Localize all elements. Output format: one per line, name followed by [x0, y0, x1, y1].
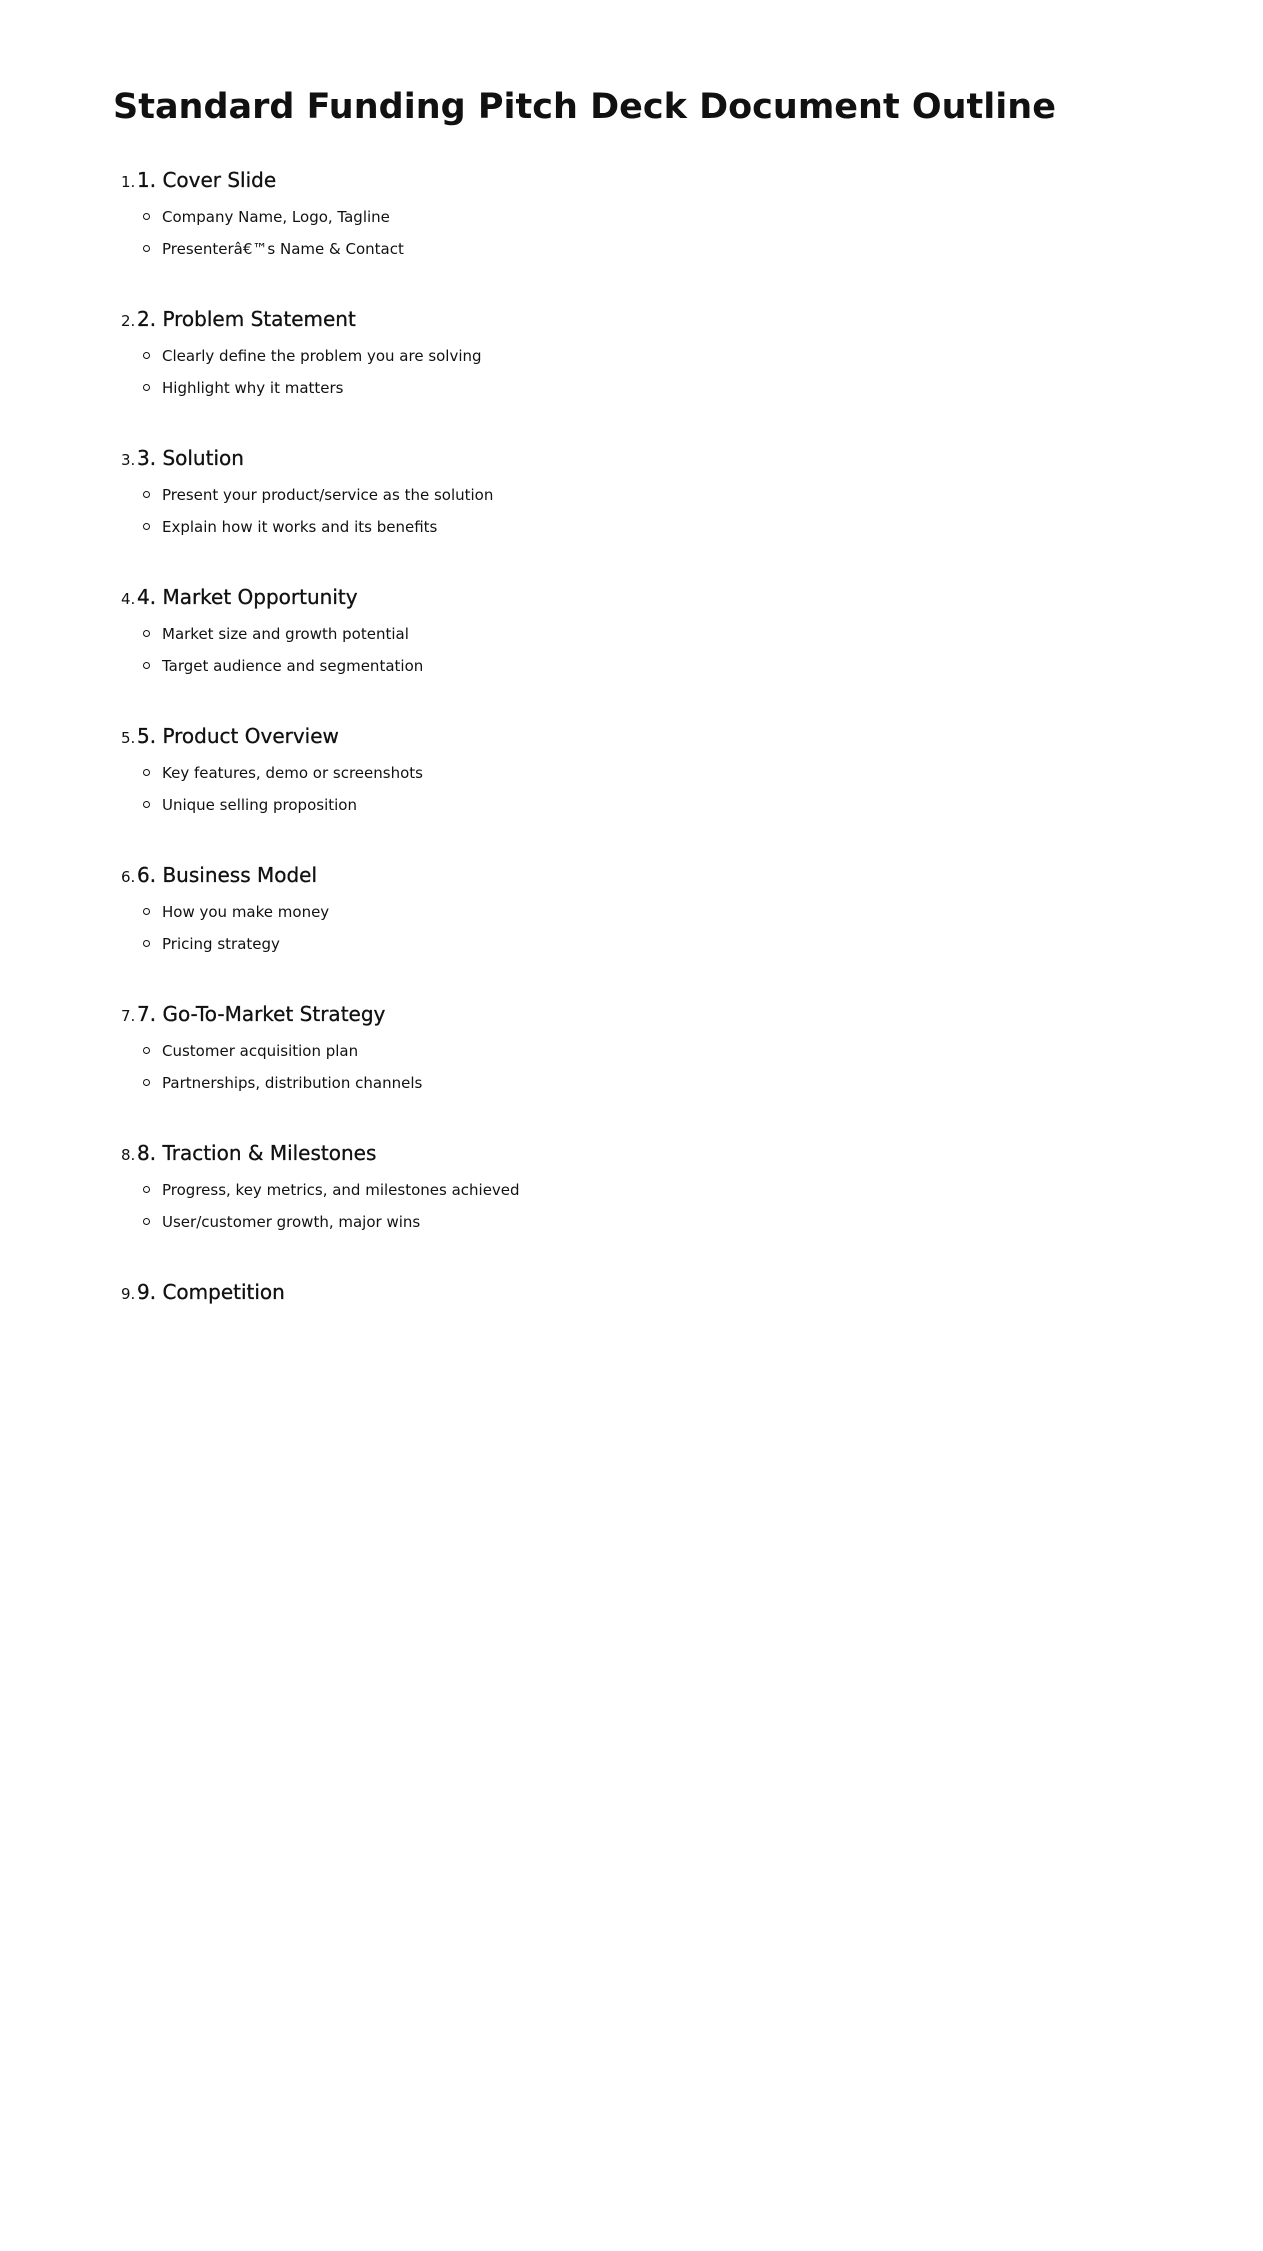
- list-number: 7.: [121, 1007, 136, 1025]
- section-heading: 1. Cover Slide: [137, 168, 277, 192]
- list-number: 5.: [121, 729, 136, 747]
- list-item: [113, 795, 1213, 827]
- bullet-list: [113, 346, 1213, 410]
- list-item-text: Key features, demo or screenshots: [162, 764, 423, 782]
- circle-bullet-icon: [143, 1186, 150, 1193]
- list-item: [113, 1180, 1213, 1212]
- section-heading: 6. Business Model: [137, 863, 318, 887]
- bullet-list: [113, 1180, 1213, 1244]
- list-item: [113, 902, 1213, 934]
- section-heading: 3. Solution: [137, 446, 244, 470]
- circle-bullet-icon: [143, 523, 150, 530]
- list-item: [113, 656, 1213, 688]
- list-item: [113, 1212, 1213, 1244]
- list-item-text: Clearly define the problem you are solving: [162, 347, 482, 365]
- section-heading: 8. Traction & Milestones: [137, 1141, 377, 1165]
- circle-bullet-icon: [143, 630, 150, 637]
- circle-bullet-icon: [143, 384, 150, 391]
- list-item: [113, 1073, 1213, 1105]
- section-heading: 9. Competition: [137, 1280, 285, 1304]
- circle-bullet-icon: [143, 1079, 150, 1086]
- section-heading: 4. Market Opportunity: [137, 585, 358, 609]
- list-number: 2.: [121, 312, 136, 330]
- list-number: 9.: [121, 1285, 136, 1303]
- outline-section: [113, 1001, 1213, 1140]
- list-item-text: Progress, key metrics, and milestones achieved: [162, 1181, 520, 1199]
- list-item-text: Partnerships, distribution channels: [162, 1074, 423, 1092]
- circle-bullet-icon: [143, 801, 150, 808]
- list-item: [113, 239, 1213, 271]
- list-item-text: Presenterâ€™s Name & Contact: [162, 240, 404, 258]
- list-item: [113, 624, 1213, 656]
- list-item: [113, 763, 1213, 795]
- circle-bullet-icon: [143, 352, 150, 359]
- list-item: [113, 207, 1213, 239]
- outline-section: [113, 306, 1213, 445]
- list-item: [113, 517, 1213, 549]
- section-heading: 7. Go-To-Market Strategy: [137, 1002, 386, 1026]
- list-number: 8.: [121, 1146, 136, 1164]
- bullet-list: [113, 207, 1213, 271]
- list-number: 3.: [121, 451, 136, 469]
- outline-section: [113, 167, 1213, 306]
- list-number: 6.: [121, 868, 136, 886]
- list-item-text: User/customer growth, major wins: [162, 1213, 421, 1231]
- bullet-list: [113, 1041, 1213, 1105]
- list-item-text: Customer acquisition plan: [162, 1042, 359, 1060]
- circle-bullet-icon: [143, 662, 150, 669]
- section-heading: 5. Product Overview: [137, 724, 339, 748]
- list-item-text: How you make money: [162, 903, 330, 921]
- bullet-list: [113, 902, 1213, 966]
- circle-bullet-icon: [143, 213, 150, 220]
- circle-bullet-icon: [143, 769, 150, 776]
- outline-section: [113, 723, 1213, 862]
- list-number: 1.: [121, 173, 136, 191]
- list-item-text: Explain how it works and its benefits: [162, 518, 438, 536]
- bullet-list: [113, 485, 1213, 549]
- outline-section: [113, 445, 1213, 584]
- list-item-text: Present your product/service as the solution: [162, 486, 494, 504]
- document-page: [113, 0, 1213, 1309]
- list-item-text: Target audience and segmentation: [162, 657, 424, 675]
- list-item: [113, 346, 1213, 378]
- outline-list: [113, 167, 1213, 1309]
- circle-bullet-icon: [143, 908, 150, 915]
- list-item-text: Highlight why it matters: [162, 379, 344, 397]
- list-item-text: Pricing strategy: [162, 935, 280, 953]
- circle-bullet-icon: [143, 491, 150, 498]
- circle-bullet-icon: [143, 940, 150, 947]
- circle-bullet-icon: [143, 1047, 150, 1054]
- list-item: [113, 378, 1213, 410]
- list-item-text: Market size and growth potential: [162, 625, 409, 643]
- list-item: [113, 485, 1213, 517]
- section-heading: 2. Problem Statement: [137, 307, 356, 331]
- circle-bullet-icon: [143, 245, 150, 252]
- list-number: 4.: [121, 590, 136, 608]
- bullet-list: [113, 763, 1213, 827]
- document-title: Standard Funding Pitch Deck Document Outline: [113, 87, 1056, 127]
- outline-section: [113, 584, 1213, 723]
- outline-section: [113, 1279, 1213, 1309]
- outline-section: [113, 1140, 1213, 1279]
- bullet-list: [113, 624, 1213, 688]
- circle-bullet-icon: [143, 1218, 150, 1225]
- list-item-text: Unique selling proposition: [162, 796, 357, 814]
- list-item: [113, 1041, 1213, 1073]
- list-item: [113, 934, 1213, 966]
- outline-section: [113, 862, 1213, 1001]
- list-item-text: Company Name, Logo, Tagline: [162, 208, 390, 226]
